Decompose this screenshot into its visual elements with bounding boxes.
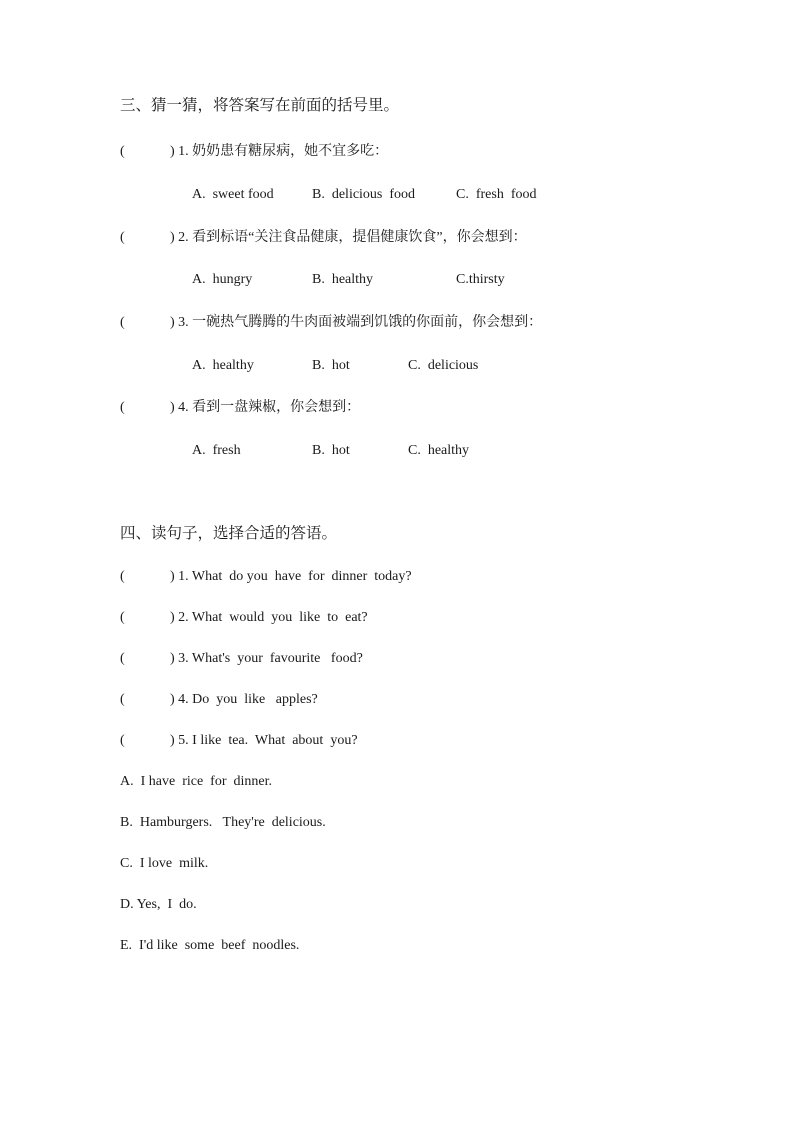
s4-question-3 — [120, 649, 363, 669]
option-b: B. healthy — [312, 272, 374, 287]
s3-question-2 — [120, 228, 527, 248]
answer-blank-close: ) — [170, 230, 175, 245]
question-text: 4. Do you like apples? — [174, 692, 318, 707]
option-c: C. delicious — [408, 358, 479, 373]
answer-blank-open: ( — [120, 651, 125, 666]
answer-blank-open: ( — [120, 733, 125, 748]
answer-option-c: C. I love milk. — [120, 856, 209, 871]
option-b: B. delicious food — [312, 187, 416, 202]
answer-blank-close: ) — [170, 315, 175, 330]
s3-question-4-options — [192, 441, 470, 521]
answer-blank-close: ) — [170, 400, 175, 415]
s4-question-1 — [120, 567, 412, 587]
s4-question-2 — [120, 608, 368, 628]
question-text: 1. What do you have for dinner today? — [174, 569, 412, 584]
s3-question-4 — [120, 398, 360, 418]
option-b: B. hot — [312, 443, 350, 458]
question-text: 4. 看到一盘辣椒，你会想到： — [174, 400, 361, 415]
answer-blank-close: ) — [170, 610, 175, 625]
answer-blank-close: ) — [170, 569, 175, 584]
answer-blank-open: ( — [120, 569, 125, 584]
answer-blank-open: ( — [120, 610, 125, 625]
option-c: C. fresh food — [456, 187, 537, 202]
section-4-heading: 四、读句子，选择合适的答语。 — [120, 525, 338, 542]
question-text: 3. What's your favourite food? — [174, 651, 363, 666]
option-c: C. healthy — [408, 443, 470, 458]
s3-question-1 — [120, 142, 388, 162]
answer-option-d: D. Yes, I do. — [120, 897, 197, 912]
answer-option-e: E. I'd like some beef noodles. — [120, 938, 300, 953]
answer-blank-open: ( — [120, 315, 125, 330]
answer-blank-close: ) — [170, 733, 175, 748]
answer-option-b: B. Hamburgers. They're delicious. — [120, 815, 326, 830]
section-3-heading: 三、猜一猜，将答案写在前面的括号里。 — [120, 97, 400, 114]
answer-blank-open: ( — [120, 692, 125, 707]
question-text: 2. What would you like to eat? — [174, 610, 368, 625]
answer-blank-open: ( — [120, 230, 125, 245]
question-text: 2. 看到标语“关注食品健康，提倡健康饮食”，你会想到： — [174, 230, 527, 245]
question-text: 3. 一碗热气腾腾的牛肉面被端到饥饿的你面前，你会想到： — [174, 315, 543, 330]
option-a: A. hungry — [192, 272, 253, 287]
option-c: C.thirsty — [456, 272, 505, 287]
question-text: 5. I like tea. What about you? — [174, 733, 358, 748]
option-a: A. sweet food — [192, 187, 274, 202]
option-a: A. fresh — [192, 443, 241, 458]
answer-blank-close: ) — [170, 692, 175, 707]
answer-blank-open: ( — [120, 400, 125, 415]
answer-blank-close: ) — [170, 651, 175, 666]
s4-question-4 — [120, 690, 318, 710]
s4-question-5 — [120, 731, 358, 751]
s3-question-3 — [120, 313, 542, 333]
option-b: B. hot — [312, 358, 350, 373]
answer-blank-open: ( — [120, 144, 125, 159]
answer-blank-close: ) — [170, 144, 175, 159]
option-a: A. healthy — [192, 358, 254, 373]
question-text: 1. 奶奶患有糖尿病，她不宜多吃： — [174, 144, 389, 159]
answer-option-a: A. I have rice for dinner. — [120, 774, 272, 789]
